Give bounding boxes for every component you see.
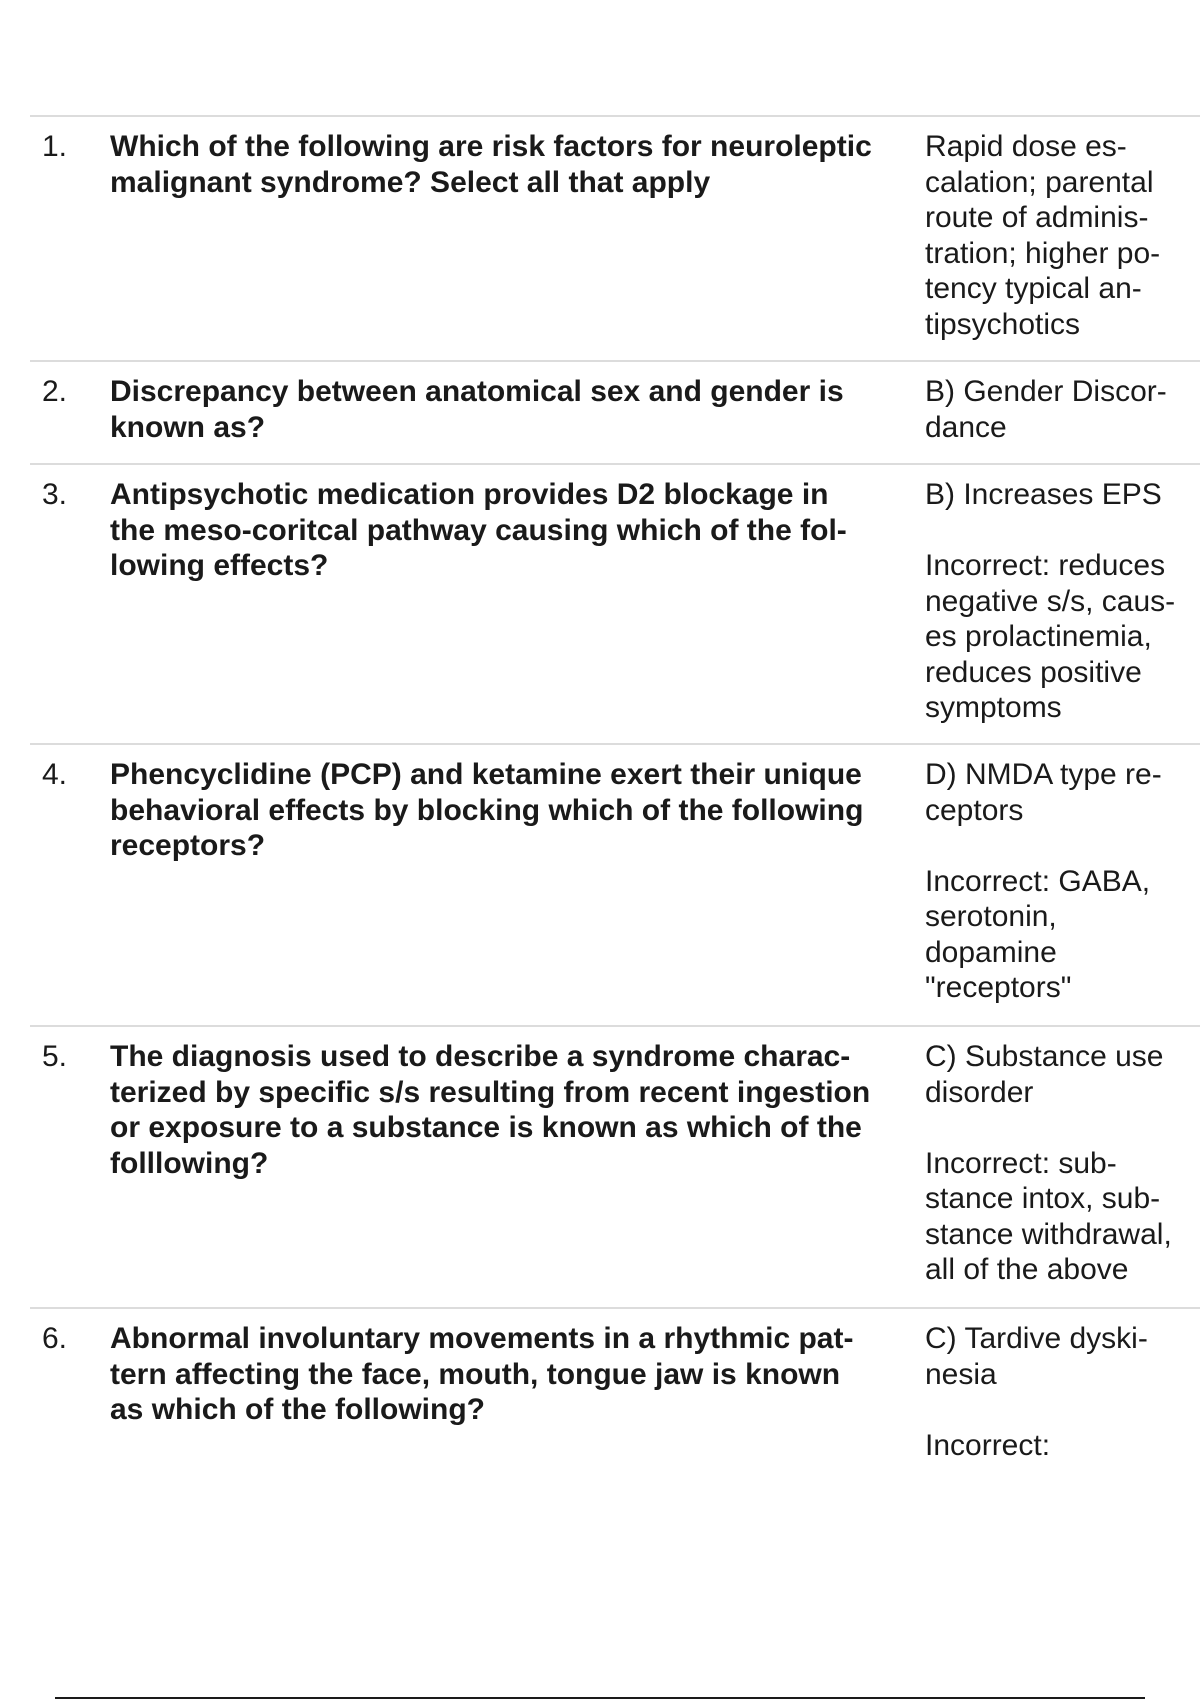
card-question: Abnormal involuntary movements in a rhythmic pat- tern affecting the face, mouth, tongue jaw is known as which of the following? [110, 1322, 854, 1426]
card-question: The diagnosis used to describe a syndrome charac- terized by specific s/s resulting from recent ingestion or exposure to a substance is known as which of the folllowing? [110, 1040, 871, 1180]
page-bottom-divider [55, 1697, 1145, 1699]
card-answer-block [925, 477, 1195, 726]
card-answer: B) Gender Discor- dance [925, 375, 1167, 444]
flashcard-row [30, 463, 1200, 743]
card-number: 1. [42, 130, 68, 163]
card-answer-note: Incorrect: [925, 1428, 1051, 1462]
card-answer-note: Incorrect: sub- stance intox, sub- stance withdrawal, all of the above [925, 1146, 1172, 1286]
card-number: 6. [42, 1322, 68, 1355]
card-answer: C) Tardive dyski- nesia [925, 1322, 1148, 1391]
card-answer-note: Incorrect: reduces negative s/s, caus- es prolactinemia, reduces positive symptoms [925, 549, 1176, 724]
card-answer-block [925, 129, 1195, 342]
answer-spacer [925, 1392, 1195, 1428]
card-number: 3. [42, 478, 68, 511]
answer-spacer [925, 513, 1195, 549]
card-answer-block [925, 1321, 1195, 1463]
card-question: Phencyclidine (PCP) and ketamine exert their unique behavioral effects by blocking which of the following receptors? [110, 758, 864, 862]
card-answer: Rapid dose es- calation; parental route of adminis- tration; higher po- tency typical an- tipsychotics [925, 130, 1161, 341]
card-number: 2. [42, 375, 68, 408]
card-number: 4. [42, 758, 68, 791]
flashcard-row [30, 115, 1200, 360]
card-answer: D) NMDA type re- ceptors [925, 758, 1162, 827]
flashcard-row [30, 360, 1200, 463]
answer-spacer [925, 828, 1195, 864]
card-question: Discrepancy between anatomical sex and gender is known as? [110, 375, 844, 444]
flashcard-row [30, 1025, 1200, 1307]
card-question: Which of the following are risk factors for neuroleptic malignant syndrome? Select all that apply [110, 130, 872, 199]
card-number: 5. [42, 1040, 68, 1073]
card-answer-note: Incorrect: GABA, serotonin, dopamine "receptors" [925, 864, 1151, 1004]
card-answer-block [925, 1039, 1195, 1288]
card-answer: B) Increases EPS [925, 478, 1162, 511]
card-answer-block [925, 757, 1195, 1006]
card-answer: C) Substance use disorder [925, 1040, 1164, 1109]
flashcard-row [30, 743, 1200, 1025]
card-question: Antipsychotic medication provides D2 blockage in the meso-coritcal pathway causing which of the fol- lowing effects? [110, 478, 847, 582]
card-answer-block [925, 374, 1195, 445]
flashcard-list [30, 115, 1200, 1507]
answer-spacer [925, 1110, 1195, 1146]
flashcard-row [30, 1307, 1200, 1507]
